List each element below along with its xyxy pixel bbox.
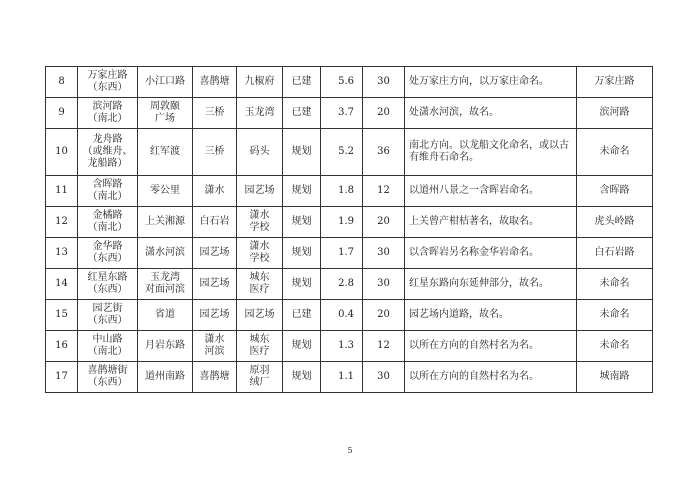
- length-cell: 1.3: [321, 331, 363, 362]
- table-body: [46, 67, 653, 393]
- old-name-cell: 未命名: [577, 129, 653, 176]
- old-name-cell: 含晖路: [577, 176, 653, 207]
- row-number-cell: 8: [46, 67, 78, 98]
- length-cell: 1.7: [321, 238, 363, 269]
- table-row: [46, 98, 653, 129]
- row-number-cell: 10: [46, 129, 78, 176]
- end-point-cell: 喜鹊塘: [193, 67, 237, 98]
- row-number-cell: 13: [46, 238, 78, 269]
- old-name-cell: 未命名: [577, 300, 653, 331]
- length-cell: 0.4: [321, 300, 363, 331]
- width-cell: 20: [363, 98, 405, 129]
- naming-origin-cell: 以道州八景之一含晖岩命名。: [405, 176, 577, 207]
- via-point-cell: 潇水 学校: [237, 207, 283, 238]
- length-cell: 1.8: [321, 176, 363, 207]
- status-cell: 已建: [283, 67, 321, 98]
- old-name-cell: 未命名: [577, 331, 653, 362]
- old-name-cell: 万家庄路: [577, 67, 653, 98]
- end-point-cell: 潇水: [193, 176, 237, 207]
- length-cell: 3.7: [321, 98, 363, 129]
- naming-origin-cell: 处潇水河滨，故名。: [405, 98, 577, 129]
- status-cell: 已建: [283, 300, 321, 331]
- naming-origin-cell: 以所在方向的自然村名为名。: [405, 331, 577, 362]
- status-cell: 规划: [283, 207, 321, 238]
- start-point-cell: 省道: [138, 300, 193, 331]
- end-point-cell: 三桥: [193, 129, 237, 176]
- road-name-cell: 含晖路 （南北）: [78, 176, 138, 207]
- end-point-cell: 三桥: [193, 98, 237, 129]
- length-cell: 1.1: [321, 362, 363, 393]
- road-naming-table: [45, 66, 653, 393]
- row-number-cell: 12: [46, 207, 78, 238]
- end-point-cell: 园艺场: [193, 300, 237, 331]
- road-name-cell: 园艺街 （东西）: [78, 300, 138, 331]
- via-point-cell: 九椒府: [237, 67, 283, 98]
- road-name-cell: 红星东路 （东西）: [78, 269, 138, 300]
- table-row: [46, 269, 653, 300]
- length-cell: 5.2: [321, 129, 363, 176]
- old-name-cell: 城南路: [577, 362, 653, 393]
- length-cell: 5.6: [321, 67, 363, 98]
- old-name-cell: 虎头岭路: [577, 207, 653, 238]
- old-name-cell: 白石岩路: [577, 238, 653, 269]
- length-cell: 2.8: [321, 269, 363, 300]
- naming-origin-cell: 园艺场内道路，故名。: [405, 300, 577, 331]
- table-row: [46, 207, 653, 238]
- start-point-cell: 周敦颐 广场: [138, 98, 193, 129]
- start-point-cell: 上关湘源: [138, 207, 193, 238]
- table-row: [46, 67, 653, 98]
- naming-origin-cell: 南北方向。以龙船文化命名，或以古有维舟石命名。: [405, 129, 577, 176]
- status-cell: 规划: [283, 331, 321, 362]
- start-point-cell: 玉龙湾 对面河滨: [138, 269, 193, 300]
- road-name-cell: 滨河路 （南北）: [78, 98, 138, 129]
- page-number: 5: [347, 446, 353, 455]
- start-point-cell: 潇水河滨: [138, 238, 193, 269]
- road-name-cell: 中山路 （南北）: [78, 331, 138, 362]
- status-cell: 已建: [283, 98, 321, 129]
- via-point-cell: 码头: [237, 129, 283, 176]
- via-point-cell: 城东 医疗: [237, 269, 283, 300]
- width-cell: 20: [363, 207, 405, 238]
- width-cell: 30: [363, 362, 405, 393]
- status-cell: 规划: [283, 129, 321, 176]
- length-cell: 1.9: [321, 207, 363, 238]
- via-point-cell: 潇水 学校: [237, 238, 283, 269]
- old-name-cell: 未命名: [577, 269, 653, 300]
- width-cell: 30: [363, 269, 405, 300]
- end-point-cell: 喜鹊塘: [193, 362, 237, 393]
- width-cell: 30: [363, 238, 405, 269]
- width-cell: 20: [363, 300, 405, 331]
- road-name-cell: 金橘路 （南北）: [78, 207, 138, 238]
- end-point-cell: 园艺场: [193, 269, 237, 300]
- naming-origin-cell: 红星东路向东延伸部分，故名。: [405, 269, 577, 300]
- naming-origin-cell: 以含晖岩另名称金华岩命名。: [405, 238, 577, 269]
- row-number-cell: 17: [46, 362, 78, 393]
- row-number-cell: 9: [46, 98, 78, 129]
- naming-origin-cell: 上关曾产柑桔著名，故取名。: [405, 207, 577, 238]
- road-name-cell: 龙舟路 （或维舟、 龙船路）: [78, 129, 138, 176]
- width-cell: 12: [363, 176, 405, 207]
- status-cell: 规划: [283, 238, 321, 269]
- via-point-cell: 城东 医疗: [237, 331, 283, 362]
- status-cell: 规划: [283, 362, 321, 393]
- width-cell: 30: [363, 67, 405, 98]
- row-number-cell: 11: [46, 176, 78, 207]
- road-name-cell: 喜鹊塘街 （东西）: [78, 362, 138, 393]
- table-row: [46, 129, 653, 176]
- road-name-cell: 金华路 （东西）: [78, 238, 138, 269]
- status-cell: 规划: [283, 269, 321, 300]
- end-point-cell: 潇水 河滨: [193, 331, 237, 362]
- row-number-cell: 14: [46, 269, 78, 300]
- table-row: [46, 331, 653, 362]
- start-point-cell: 零公里: [138, 176, 193, 207]
- width-cell: 36: [363, 129, 405, 176]
- end-point-cell: 园艺场: [193, 238, 237, 269]
- start-point-cell: 红军渡: [138, 129, 193, 176]
- road-name-cell: 万家庄路 （东西）: [78, 67, 138, 98]
- table-row: [46, 300, 653, 331]
- start-point-cell: 道州南路: [138, 362, 193, 393]
- table-row: [46, 362, 653, 393]
- via-point-cell: 园艺场: [237, 300, 283, 331]
- start-point-cell: 月岩东路: [138, 331, 193, 362]
- table-row: [46, 176, 653, 207]
- row-number-cell: 15: [46, 300, 78, 331]
- naming-origin-cell: 以所在方向的自然村名为名。: [405, 362, 577, 393]
- status-cell: 规划: [283, 176, 321, 207]
- end-point-cell: 白石岩: [193, 207, 237, 238]
- start-point-cell: 小江口路: [138, 67, 193, 98]
- width-cell: 12: [363, 331, 405, 362]
- via-point-cell: 原羽 绒厂: [237, 362, 283, 393]
- via-point-cell: 园艺场: [237, 176, 283, 207]
- old-name-cell: 滨河路: [577, 98, 653, 129]
- row-number-cell: 16: [46, 331, 78, 362]
- table-row: [46, 238, 653, 269]
- naming-origin-cell: 处万家庄方向，以万家庄命名。: [405, 67, 577, 98]
- via-point-cell: 玉龙湾: [237, 98, 283, 129]
